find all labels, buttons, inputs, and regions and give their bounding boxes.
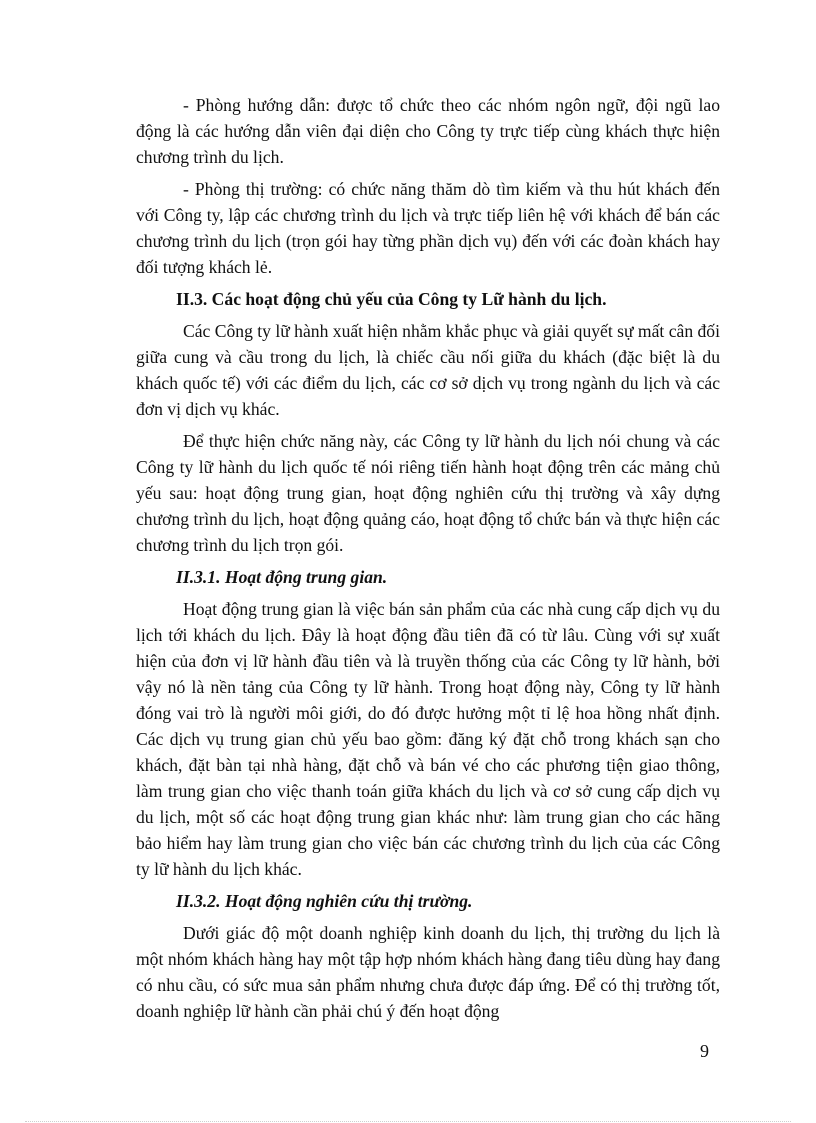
subheading-intermediary: II.3.1. Hoạt động trung gian. xyxy=(176,567,388,587)
paragraph-company-role: Các Công ty lữ hành xuất hiện nhằm khắc phục và giải quyết sự mất cân đối giữa cung và cầu trong du lịch, là chiếc cầu nối giữa du khách (đặc biệt là du khách quốc tế) với các điểm du lịch, các cơ sở dịch vụ trong ngành du lịch và các đơn vị dịch vụ khác. xyxy=(136,321,720,419)
paragraph-guide-department: - Phòng hướng dẫn: được tổ chức theo các nhóm ngôn ngữ, đội ngũ lao động là các hướng dẫn viên đại diện cho Công ty trực tiếp cùng khách thực hiện chương trình du lịch. xyxy=(136,95,720,167)
paragraph-main-activities: Để thực hiện chức năng này, các Công ty lữ hành du lịch nói chung và các Công ty lữ hành du lịch quốc tế nói riêng tiến hành hoạt động trên các mảng chủ yếu sau: hoạt động trung gian, hoạt động nghiên cứu thị trường và xây dựng chương trình du lịch, hoạt động quảng cáo, hoạt động tổ chức bán và thực hiện các chương trình du lịch trọn gói. xyxy=(136,431,720,555)
section-heading: II.3. Các hoạt động chủ yếu của Công ty Lữ hành du lịch. xyxy=(176,289,607,309)
page-body xyxy=(136,92,720,1030)
paragraph-market-department: - Phòng thị trường: có chức năng thăm dò tìm kiếm và thu hút khách đến với Công ty, lập các chương trình du lịch và trực tiếp liên hệ với khách để bán các chương trình du lịch (trọn gói hay từng phần dịch vụ) đến với các đoàn khách hay đối tượng khách lẻ. xyxy=(136,179,720,277)
paragraph-market-research: Dưới giác độ một doanh nghiệp kinh doanh du lịch, thị trường du lịch là một nhóm khách hàng hay một tập hợp nhóm khách hàng đang tiêu dùng hay đang có nhu cầu, có sức mua sản phẩm nhưng chưa được đáp ứng. Để có thị trường tốt, doanh nghiệp lữ hành cần phải chú ý đến hoạt động xyxy=(136,923,720,1021)
page-bottom-border xyxy=(25,1121,791,1122)
subheading-market-research: II.3.2. Hoạt động nghiên cứu thị trường. xyxy=(176,891,473,911)
page-number: 9 xyxy=(700,1041,709,1061)
paragraph-intermediary: Hoạt động trung gian là việc bán sản phẩm của các nhà cung cấp dịch vụ du lịch tới khách du lịch. Đây là hoạt động đầu tiên đã có từ lâu. Cùng với sự xuất hiện của đơn vị lữ hành đầu tiên và là truyền thống của các Công ty lữ hành, bởi vậy nó là nền tảng của Công ty lữ hành. Trong hoạt động này, Công ty lữ hành đóng vai trò là người môi giới, do đó được hưởng một tỉ lệ hoa hồng nhất định. Các dịch vụ trung gian chủ yếu bao gồm: đăng ký đặt chỗ trong khách sạn cho khách, đặt bàn tại nhà hàng, đặt chỗ và bán vé cho các phương tiện giao thông, làm trung gian cho việc thanh toán giữa khách du lịch và cơ sở cung cấp dịch vụ du lịch, một số các hoạt động trung gian khác như: làm trung gian cho các hãng bảo hiểm hay làm trung gian cho việc bán các chương trình du lịch của các Công ty lữ hành du lịch khác. xyxy=(136,599,720,879)
